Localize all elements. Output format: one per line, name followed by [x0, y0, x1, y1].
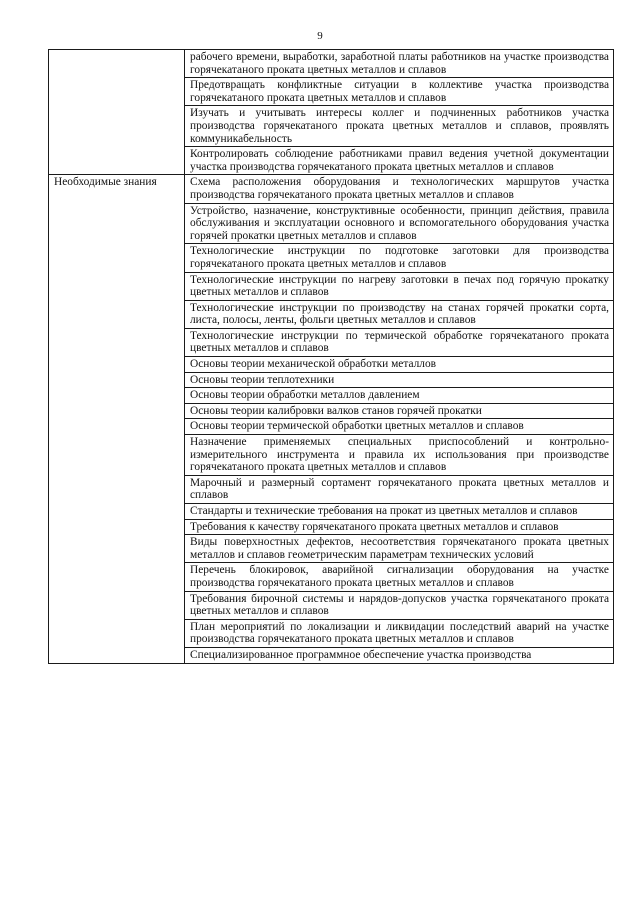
- knowledge-item: Технологические инструкции по нагреву заготовки в печах под горячую прокатку цветных металлов и сплавов: [185, 272, 614, 300]
- knowledge-item: Основы теории калибровки валков станов горячей прокатки: [185, 403, 614, 419]
- table-row: [49, 175, 614, 203]
- knowledge-item: Перечень блокировок, аварийной сигнализации оборудования на участке производства горячекатаного проката цветных металлов и сплавов: [185, 563, 614, 591]
- knowledge-item: План мероприятий по локализации и ликвидации последствий аварий на участке производства горячекатаного проката цветных металлов и сплавов: [185, 619, 614, 647]
- knowledge-item: Технологические инструкции по производству на станах горячей прокатки сорта, листа, полосы, ленты, фольги цветных металлов и сплавов: [185, 300, 614, 328]
- skill-item: рабочего времени, выработки, заработной платы работников на участке производства горячекатаного проката цветных металлов и сплавов: [185, 50, 614, 78]
- knowledge-item: Технологические инструкции по подготовке заготовки для производства горячекатаного проката цветных металлов и сплавов: [185, 244, 614, 272]
- knowledge-item: Стандарты и технические требования на прокат из цветных металлов и сплавов: [185, 504, 614, 520]
- knowledge-item: Назначение применяемых специальных приспособлений и контрольно-измерительного инструмента и правила их использования при производстве горячекатаного проката цветных металлов и сплавов: [185, 435, 614, 476]
- knowledge-item: Основы теории обработки металлов давлением: [185, 388, 614, 404]
- skill-item: Изучать и учитывать интересы коллег и подчиненных работников участка производства горячекатаного проката цветных металлов и сплавов, проявлять коммуникабельность: [185, 106, 614, 147]
- competency-table: [48, 49, 614, 664]
- knowledge-item: Основы теории механической обработки металлов: [185, 357, 614, 373]
- knowledge-item: Специализированное программное обеспечение участка производства: [185, 647, 614, 663]
- skill-item: Предотвращать конфликтные ситуации в коллективе участка производства горячекатаного проката цветных металлов и сплавов: [185, 78, 614, 106]
- skills-label-cell: [49, 50, 185, 175]
- knowledge-item: Требования к качеству горячекатаного проката цветных металлов и сплавов: [185, 519, 614, 535]
- knowledge-item: Виды поверхностных дефектов, несоответствия горячекатаного проката цветных металлов и сплавов геометрическим параметрам технических условий: [185, 535, 614, 563]
- knowledge-item: Устройство, назначение, конструктивные особенности, принцип действия, правила обслуживания и эксплуатации основного и вспомогательного оборудования участка горячей прокатки цветных металлов и сплавов: [185, 203, 614, 244]
- knowledge-label: Необходимые знания: [49, 175, 185, 663]
- knowledge-item: Схема расположения оборудования и технологических маршрутов участка производства горячекатаного проката цветных металлов и сплавов: [185, 175, 614, 203]
- skill-item: Контролировать соблюдение работниками правил ведения учетной документации участка производства горячекатаного проката цветных металлов и сплавов: [185, 147, 614, 175]
- table-row: [49, 50, 614, 78]
- knowledge-item: Основы теории теплотехники: [185, 372, 614, 388]
- knowledge-item: Требования бирочной системы и нарядов-допусков участка горячекатаного проката цветных металлов и сплавов: [185, 591, 614, 619]
- page-number: 9: [317, 30, 323, 42]
- knowledge-item: Марочный и размерный сортамент горячекатаного проката цветных металлов и сплавов: [185, 475, 614, 503]
- knowledge-item: Основы теории термической обработки цветных металлов и сплавов: [185, 419, 614, 435]
- knowledge-item: Технологические инструкции по термической обработке горячекатаного проката цветных металлов и сплавов: [185, 328, 614, 356]
